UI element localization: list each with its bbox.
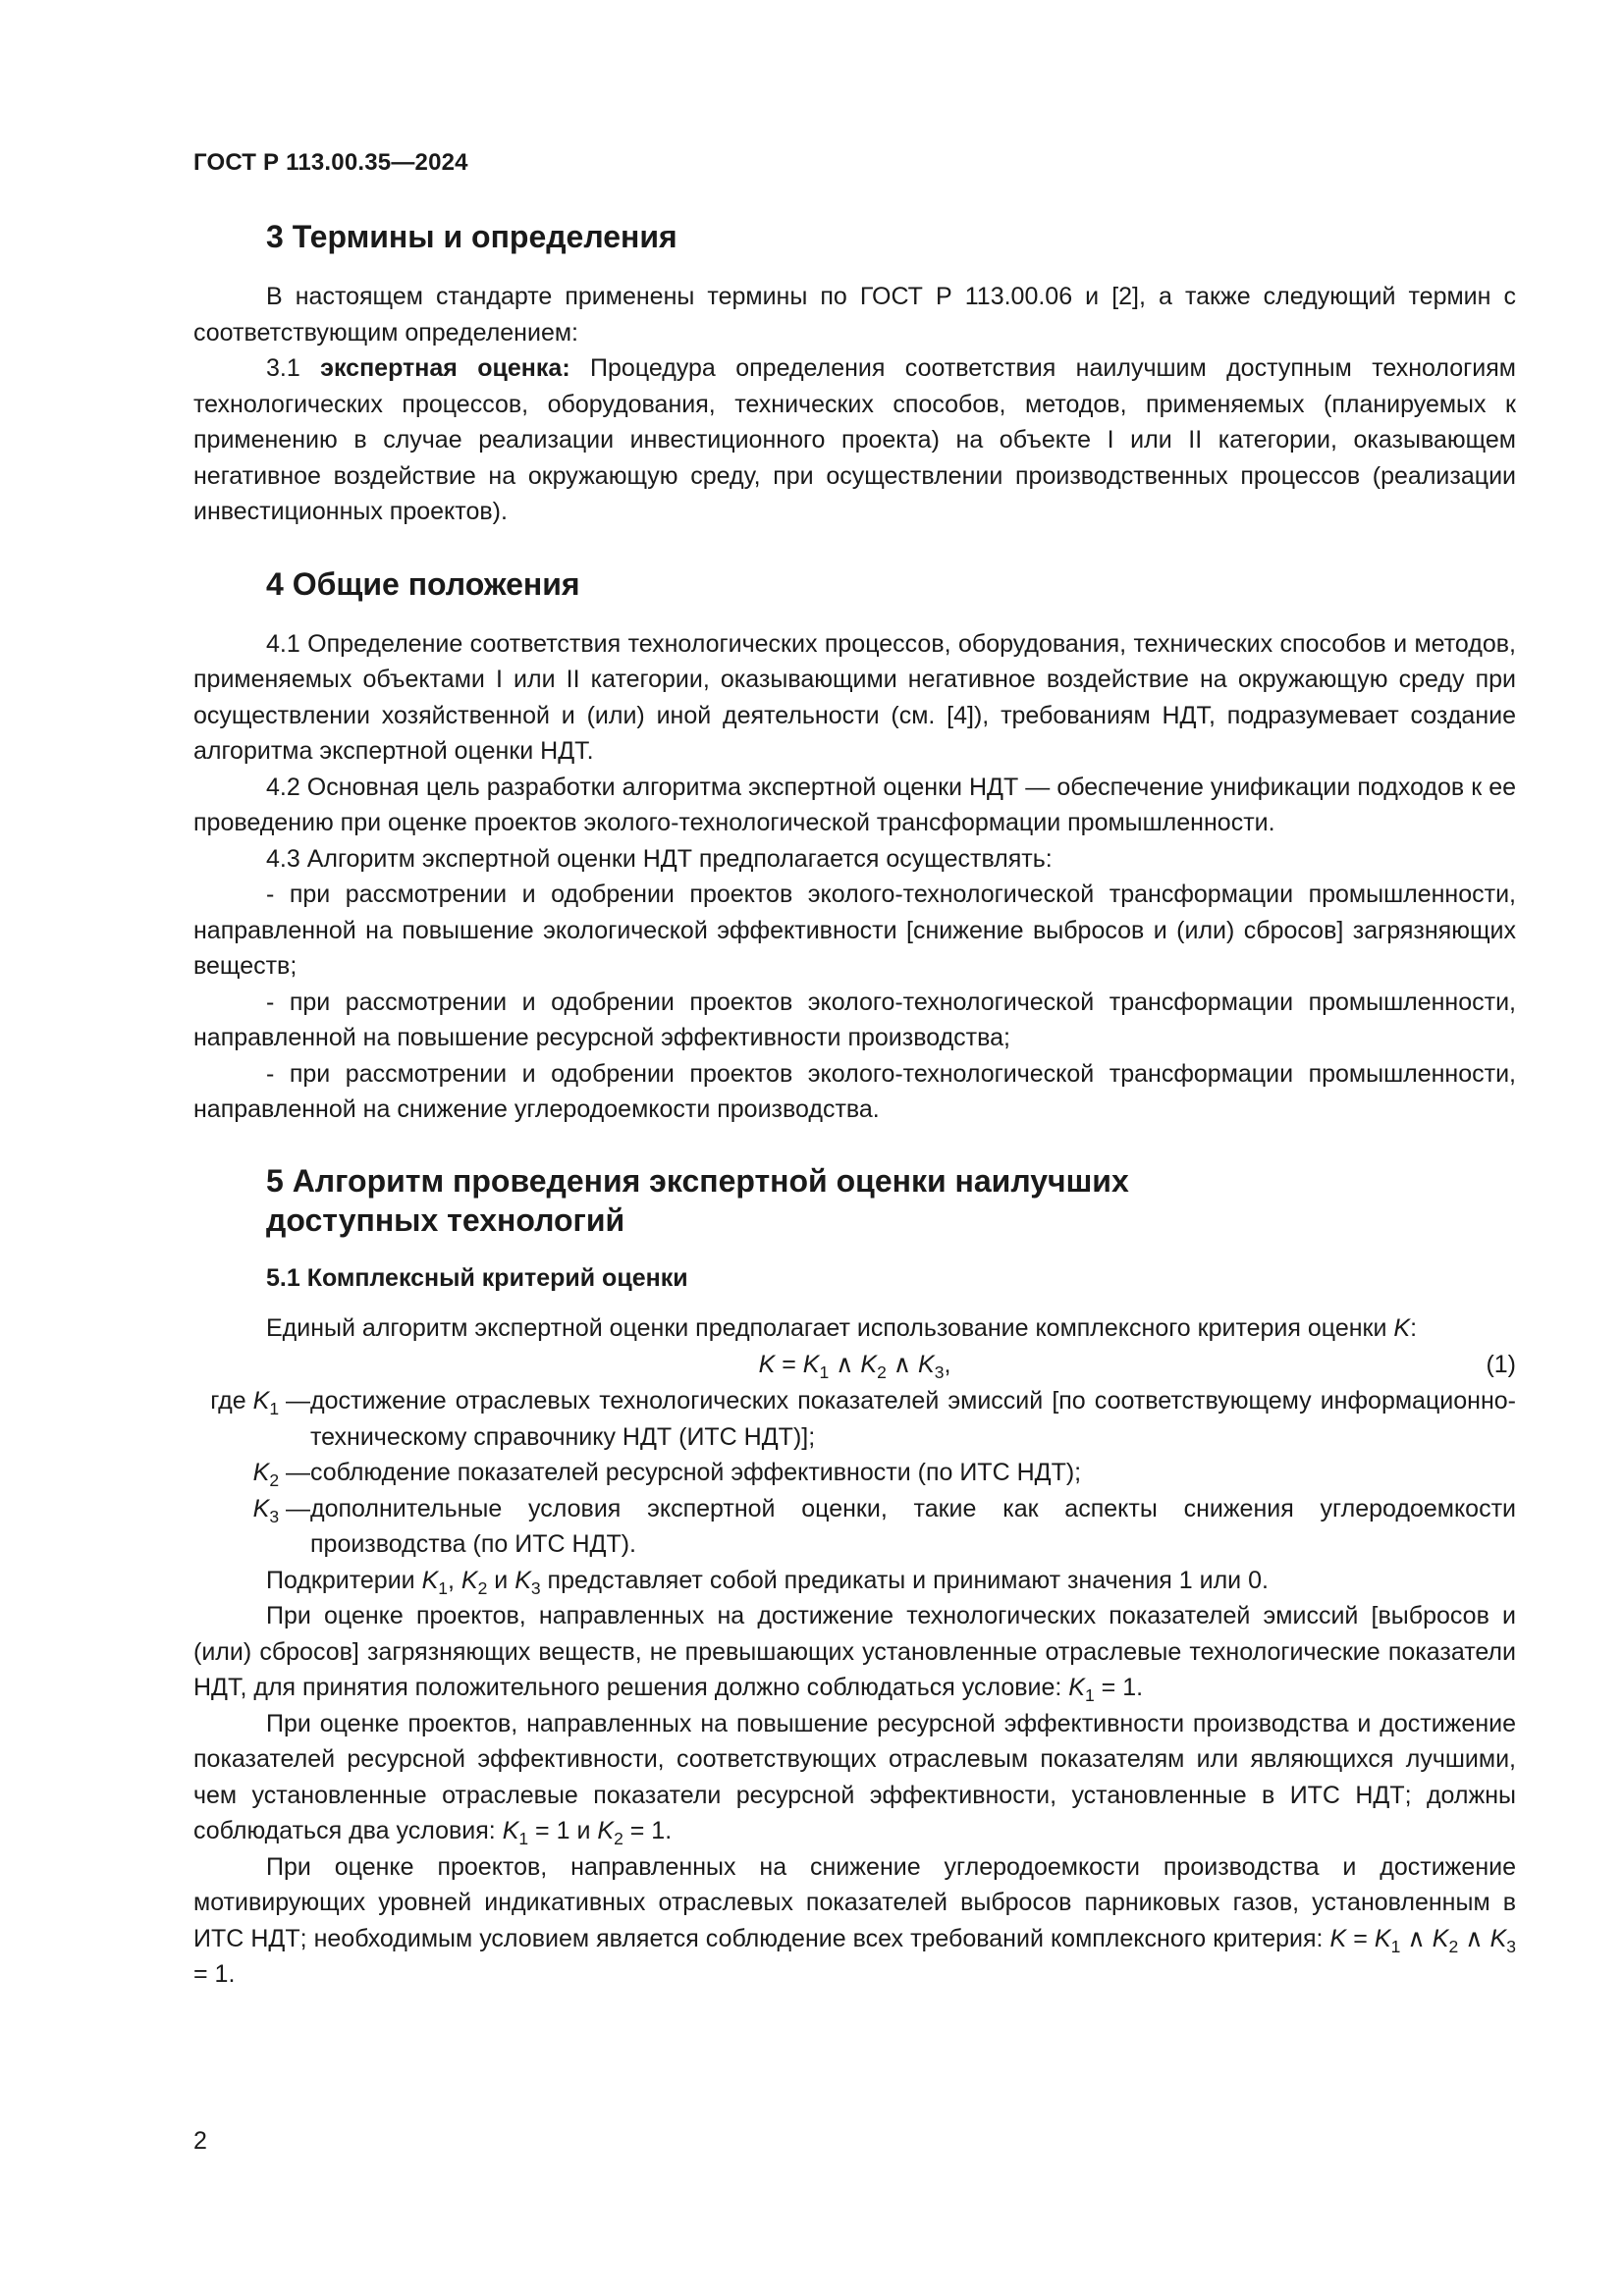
section-5-heading	[266, 1161, 1516, 1240]
emissions-paragraph: При оценке проектов, направленных на достижение технологических показателей эмиссий [выбросов и (или) сбросов] загрязняющих веществ, не превышающих установленные отраслевые технологические показатели НДТ, для принятия положительного решения должно соблюдаться условие: $K_1 = 1$.	[193, 1602, 1516, 1705]
term-name: экспертная оценка:	[320, 354, 570, 382]
section-4-heading: 4 Общие положения	[266, 565, 580, 602]
paragraph-4-3: 4.3 Алгоритм экспертной оценки НДТ предполагается осуществлять:	[266, 844, 1053, 873]
formula-1: $K = K_1$ ∧ $K_2$ ∧ $K_3$, (1)	[193, 1346, 1516, 1383]
subsection-5-1-heading: 5.1 Комплексный критерий оценки	[266, 1263, 688, 1292]
paragraph-4-2: 4.2 Основная цель разработки алгоритма экспертной оценки НДТ — обеспечение унификации подходов к ее проведению при оценке проектов эколого-технологической трансформации промышленности.	[193, 773, 1516, 836]
where-item-k1: где $K_1$ — достижение отраслевых технологических показателей эмиссий [по соответствующему информационно-техническому справочнику НДТ (ИТС НДТ)];	[210, 1387, 1516, 1451]
section-3-intro: В настоящем стандарте применены термины по ГОСТ Р 113.00.06 и [2], а также следующий термин с соответствующим определением:	[193, 283, 1516, 347]
page-number: 2	[193, 2127, 207, 2155]
section-3-heading: 3 Термины и определения	[266, 219, 677, 254]
term-number: 3.1	[266, 354, 321, 382]
where-item-k2: $K_2$ — соблюдение показателей ресурсной эффективности (по ИТС НДТ);	[252, 1459, 1082, 1490]
document-code: ГОСТ Р 113.00.35—2024	[193, 149, 468, 176]
subcriteria-paragraph: Подкритерии $K_1$, $K_2$ и $K_3$ представляет собой предикаты и принимают значения 1 или 0.	[266, 1566, 1269, 1598]
term-definition: Процедура определения соответствия наилучшим доступным технологиям технологических процессов, оборудования, технических способов, методов, применяемых (планируемых к применению в случае реализации инвестиционного проекта) на объекте I или II категории, оказывающем негативное воздействие на окружающую среду, при осуществлении производственных процессов (реализации инвестиционных проектов).	[193, 354, 1516, 525]
section-5-heading-line2: доступных технологий	[266, 1201, 625, 1238]
list-item: - при рассмотрении и одобрении проектов эколого-технологической трансформации промышленности, направленной на повышение ресурсной эффективности производства;	[193, 988, 1516, 1051]
where-item-k3: $K_3$ — дополнительные условия экспертной оценки, такие как аспекты снижения углеродоемкости производства (по ИТС НДТ).	[252, 1494, 1516, 1558]
section-5-heading-line1: 5 Алгоритм проведения экспертной оценки наилучших	[266, 1162, 1129, 1199]
section-5-intro: Единый алгоритм экспертной оценки предполагает использование комплексного критерия оценки K:	[266, 1313, 1418, 1342]
list-item: - при рассмотрении и одобрении проектов эколого-технологической трансформации промышленности, направленной на снижение углеродоемкости производства.	[193, 1059, 1516, 1123]
paragraph-4-1: 4.1 Определение соответствия технологических процессов, оборудования, технических способов и методов, применяемых объектами I или II категории, оказывающими негативное воздействие на окружающую среду при осуществлении хозяйственной и (или) иной деятельности (см. [4]), требованиям НДТ, подразумевает создание алгоритма экспертной оценки НДТ.	[193, 629, 1516, 765]
where-list	[193, 1383, 1516, 1563]
resource-paragraph: При оценке проектов, направленных на повышение ресурсной эффективности производства и достижение показателей ресурсной эффективности, соответствующих отраслевым показателям или являющихся лучшими, чем установленные отраслевые показатели ресурсной эффективности, установленные в ИТС НДТ; должны соблюдаться два условия: $K_1 = 1$ и $K_2 = 1$.	[193, 1709, 1516, 1848]
list-item: - при рассмотрении и одобрении проектов эколого-технологической трансформации промышленности, направленной на повышение экологической эффективности [снижение выбросов и (или) сбросов] загрязняющих веществ;	[193, 881, 1516, 980]
carbon-paragraph: При оценке проектов, направленных на снижение углеродоемкости производства и достижение мотивирующих уровней индикативных отраслевых показателей выбросов парниковых газов, установленным в ИТС НДТ; необходимым условием является соблюдение всех требований комплексного критерия: $K = K_1$ ∧ $K_2$ ∧ $K_3 = 1$.	[193, 1852, 1516, 1988]
formula-number: (1)	[1486, 1351, 1516, 1378]
document-page	[193, 147, 1516, 1993]
term-3-1	[193, 350, 1516, 530]
